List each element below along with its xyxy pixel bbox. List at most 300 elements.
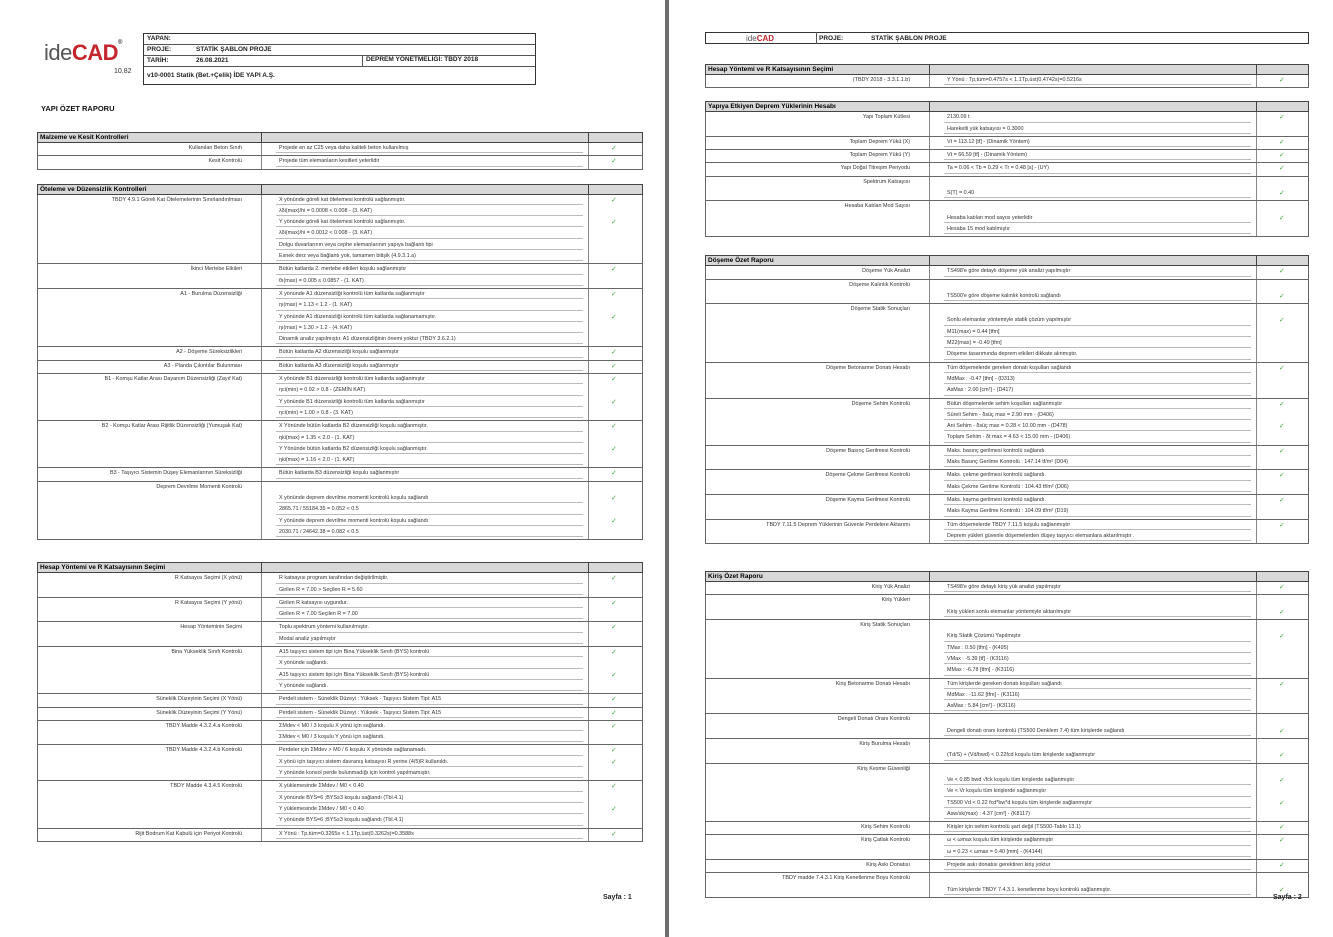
result-underline: [944, 395, 1251, 396]
report-line: [706, 280, 1308, 291]
report-section: [37, 132, 643, 170]
check-icon: ✓: [1279, 292, 1285, 300]
section-header-divider: [588, 184, 589, 195]
report-line: [38, 634, 642, 645]
section-header: [705, 571, 1309, 582]
check-label: Spektrum Katsayısı: [863, 178, 910, 185]
check-icon: ✓: [1279, 400, 1285, 408]
result-underline: [276, 643, 583, 644]
check-result-text: 2865.71 / 55184.35 = 0.052 < 0.5: [279, 506, 359, 513]
report-line: [706, 163, 1308, 174]
check-result-text: ΣMdev < M0 / 3 koşulu Y yönü için sağlandı.: [279, 734, 385, 741]
report-line: [38, 504, 642, 515]
check-label: TBDY 4.9.1 Göreli Kat Ötelemelerinin Sınırlandırılması: [111, 196, 242, 203]
check-group: [705, 860, 1309, 873]
result-underline: [944, 222, 1251, 223]
report-line: [706, 631, 1308, 642]
result-underline: [276, 274, 583, 275]
check-icon: ✓: [611, 313, 617, 321]
proje-label: PROJE:: [147, 46, 172, 53]
check-group: [705, 446, 1309, 471]
check-result-text: ηı(max) = 1.13 < 1.2 - (1. KAT): [279, 302, 352, 309]
result-underline: [276, 249, 583, 250]
check-result-text: ηki(max) = 1.35 < 2.0 - (1. KAT): [279, 434, 355, 441]
result-underline: [944, 784, 1251, 785]
check-icon: ✓: [611, 158, 617, 166]
check-label: B2 - Komşu Katlar Arası Rijitlik Düzensizliği (Yumuşak Kat): [101, 423, 242, 430]
check-label: Döşeme Yük Analizi: [862, 268, 910, 275]
check-result-text: R katsayısı program tarafından değiştirilmiştir.: [279, 575, 389, 582]
section-header: [705, 255, 1309, 266]
report-header-2: [705, 32, 1309, 44]
check-icon: ✓: [1279, 727, 1285, 735]
report-title: YAPI ÖZET RAPORU: [41, 104, 115, 113]
result-underline: [944, 84, 1251, 85]
result-underline: [276, 406, 583, 407]
check-label: Süneklik Düzeyinin Seçimi (Y Yönü): [156, 709, 242, 716]
report-line: [706, 482, 1308, 493]
check-group: [705, 714, 1309, 739]
page-number-1: Sayfa : 1: [603, 894, 632, 901]
section-header-divider: [261, 132, 262, 143]
result-underline: [276, 618, 583, 619]
result-underline: [944, 735, 1251, 736]
check-group: [37, 264, 643, 289]
check-label: Deprem Devrilme Momenti Kontrolü: [156, 483, 242, 490]
report-line: [38, 694, 642, 705]
check-label: B3 - Taşıyıcı Sistemin Düşey Elemanlarının Süreksizliği: [109, 470, 242, 477]
report-line: [38, 195, 642, 206]
result-underline: [944, 641, 1251, 642]
result-underline: [944, 276, 1251, 277]
tarih-label: TARİH:: [147, 57, 169, 64]
section-header-divider: [1256, 255, 1257, 266]
check-group: [37, 195, 643, 265]
check-result-text: Y Yönünde bütün katlarda B2 düzensizliği koşulu sağlanmıştır.: [279, 445, 428, 452]
report-line: [38, 217, 642, 228]
check-result-text: Vt = 66.59 [tf] - (Dinamik Yöntem): [947, 152, 1028, 159]
result-underline: [944, 359, 1251, 360]
report-line: [38, 240, 642, 251]
report-line: [706, 457, 1308, 468]
report-line: [38, 622, 642, 633]
report-line: [706, 188, 1308, 199]
check-result-text: Sonlu elemanlar yöntemiyle statik çözüm yapılmıştır: [947, 317, 1072, 324]
deprem-yonetmeligi: DEPREM YÖNETMELİĞİ: TBDY 2018: [362, 55, 478, 66]
section-header-divider: [929, 64, 930, 75]
check-label: Hesaba Katılan Mod Sayısı: [844, 203, 910, 210]
check-result-text: Ve < Vr koşulu tüm kirişlerde sağlanmıştır: [947, 788, 1047, 795]
result-underline: [276, 442, 583, 443]
check-group: [705, 112, 1309, 137]
result-underline: [944, 760, 1251, 761]
logo-version: 10.82: [114, 68, 132, 75]
report-section: [705, 571, 1309, 898]
check-result-text: M22(max) = -0.49 [tfm]: [947, 340, 1002, 347]
result-underline: [276, 152, 583, 153]
report-line: [706, 349, 1308, 360]
report-line: [38, 793, 642, 804]
check-icon: ✓: [611, 196, 617, 204]
check-group: [37, 598, 643, 623]
check-icon: ✓: [611, 517, 617, 525]
result-underline: [944, 856, 1251, 857]
check-icon: ✓: [1279, 268, 1285, 276]
check-result-text: λδi(max)/hi = 0.0008 < 0.008 - (3. KAT): [279, 207, 373, 214]
result-underline: [276, 310, 583, 311]
report-line: [706, 607, 1308, 618]
check-result-text: X yönünde BYS=6 ;BYS≥3 koşulu sağlandı (Tbl.4.1): [279, 794, 404, 801]
check-result-text: X yönünde sağlandı.: [279, 660, 329, 667]
check-icon: ✓: [1279, 152, 1285, 160]
check-icon: ✓: [611, 805, 617, 813]
check-result-text: Dolgu duvarlarının veya cephe elemanlarının yapıya bağlantı tipi: [279, 241, 433, 248]
check-result-text: Maks. basınç gerilmesi kontrolü sağlandı.: [947, 447, 1046, 454]
result-underline: [276, 583, 583, 584]
check-result-text: Bütün katlarda A3 düzensizliği koşulu sağlanmıştır: [279, 362, 399, 369]
check-icon: ✓: [1279, 633, 1285, 641]
check-icon: ✓: [1279, 447, 1285, 455]
check-icon: ✓: [1279, 680, 1285, 688]
result-underline: [944, 894, 1251, 895]
check-group: [37, 573, 643, 598]
check-icon: ✓: [611, 423, 617, 431]
check-group: [705, 163, 1309, 176]
report-line: [38, 829, 642, 840]
report-line: [706, 643, 1308, 654]
report-line: [38, 585, 642, 596]
check-group: [37, 374, 643, 421]
check-group: [37, 694, 643, 707]
check-group: [705, 822, 1309, 835]
check-group: [37, 721, 643, 746]
report-line: [706, 470, 1308, 481]
report-line: [706, 690, 1308, 701]
section-header: [37, 132, 643, 143]
check-icon: ✓: [1279, 862, 1285, 870]
result-underline: [276, 766, 583, 767]
check-group: [37, 347, 643, 360]
report-line: [706, 506, 1308, 517]
report-line: [706, 291, 1308, 302]
check-group: [37, 289, 643, 348]
logo-cad-text: CAD: [71, 40, 119, 65]
result-underline: [944, 408, 1251, 409]
report-line: [38, 527, 642, 538]
check-icon: ✓: [611, 599, 617, 607]
check-result-text: Dinamik analiz yapılmıştır. A1 düzensizliğinin önemi yoktur (TBDY 3.6.2.1): [279, 336, 456, 343]
section-header: [37, 184, 643, 195]
result-underline: [276, 755, 583, 756]
check-result-text: X yönünde deprem devrilme momenti kontrolü koşulu sağlandı: [279, 495, 429, 502]
report-line: [38, 156, 642, 167]
check-icon: ✓: [1279, 472, 1285, 480]
result-underline: [276, 238, 583, 239]
check-icon: ✓: [1279, 799, 1285, 807]
check-result-text: X yönü için taşıyıcı sistem davranış katsayısı R yerine (4/5)R kullanıldı.: [279, 758, 449, 765]
check-icon: ✓: [611, 696, 617, 704]
result-underline: [944, 480, 1251, 481]
check-icon: ✓: [1279, 752, 1285, 760]
result-underline: [944, 455, 1251, 456]
check-label: Kiriş Burulma Hesabı: [859, 741, 910, 748]
section-title: Kiriş Özet Raporu: [708, 573, 763, 581]
check-label: Yapı Toplam Kütlesi: [862, 114, 910, 121]
check-result-text: Ve < 0.85 bwd √fck koşulu tüm kirişlerde sağlanmıştır: [947, 776, 1075, 783]
check-group: [37, 421, 643, 468]
check-result-text: λδi(max)/hi = 0.0012 < 0.008 - (3. KAT): [279, 230, 373, 237]
result-underline: [276, 791, 583, 792]
report-line: [706, 654, 1308, 665]
check-result-text: TMax : 0.50 [tfm] - (K495): [947, 644, 1009, 651]
check-result-text: MMax : -6.78 [tfm] - (K3116): [947, 667, 1015, 674]
check-result-text: Girilen R = 7.00 Seçilen R = 7.00: [279, 611, 358, 618]
report-section: [705, 64, 1309, 88]
check-result-text: Y yönünde konsol perde bulunmadığı için kontrol yapılmamıştır.: [279, 770, 431, 777]
result-underline: [944, 807, 1251, 808]
report-line: [706, 374, 1308, 385]
check-result-text: ηci(min) = 1.00 > 0.8 - (3. KAT): [279, 409, 353, 416]
report-line: [38, 670, 642, 681]
check-label: R Katsayısı Seçimi (X yönü): [174, 575, 242, 582]
result-underline: [944, 233, 1251, 234]
check-result-text: Y yönünde deprem devrilme momenti kontrolü koşulu sağlandı: [279, 517, 429, 524]
result-underline: [944, 675, 1251, 676]
result-underline: [276, 802, 583, 803]
check-icon: ✓: [611, 747, 617, 755]
report-line: [38, 804, 642, 815]
check-label: A3 - Planda Çıkıntılar Bulunması: [163, 362, 242, 369]
section-header-divider: [588, 562, 589, 573]
report-line: [38, 444, 642, 455]
result-underline: [944, 300, 1251, 301]
check-icon: ✓: [611, 349, 617, 357]
report-line: [706, 150, 1308, 161]
report-line: [38, 323, 642, 334]
result-underline: [276, 298, 583, 299]
check-label: Kiriş Yük Analizi: [871, 584, 910, 591]
check-icon: ✓: [611, 575, 617, 583]
report-line: [706, 665, 1308, 676]
check-icon: ✓: [611, 709, 617, 717]
check-result-text: 2130.09 t: [947, 114, 970, 121]
header-tarih: [144, 56, 535, 67]
report-line: [38, 433, 642, 444]
result-underline: [276, 204, 583, 205]
header-yapan: [144, 34, 535, 45]
check-result-text: Esnek derz veya bağlantı yok, tamamen bitişik (4.9.3.1.a): [279, 253, 416, 260]
report-line: [706, 432, 1308, 443]
report-line: [38, 609, 642, 620]
header-firm: v10-0001 Statik (Bet.+Çelik) İDE YAPI A.Ş.: [147, 72, 275, 79]
report-line: [38, 493, 642, 504]
check-label: Kiriş Betonarme Donatı Hesabı: [835, 680, 910, 687]
check-group: [705, 75, 1309, 88]
report-section: [705, 255, 1309, 544]
logo-ide-text: ide: [44, 40, 72, 65]
report-line: [706, 177, 1308, 188]
report-line: [38, 385, 642, 396]
check-result-text: 2030.71 / 24642.38 = 0.082 < 0.5: [279, 528, 359, 535]
result-underline: [276, 656, 583, 657]
check-result-text: Tüm kirişlerde gereken donatı koşulları sağlandı: [947, 680, 1062, 687]
result-underline: [276, 343, 583, 344]
result-underline: [276, 226, 583, 227]
report-line: [706, 582, 1308, 593]
check-label: Kullanılan Beton Sınıfı: [188, 145, 242, 151]
check-label: TBDY 7.11.5 Deprem Yüklerinin Güvenle Perdelere Aktarımı: [766, 521, 910, 528]
check-icon: ✓: [1279, 114, 1285, 122]
check-result-text: X Yönünde bütün katlarda B2 düzensizliği koşulu sağlanmıştır.: [279, 423, 428, 430]
report-line: [38, 228, 642, 239]
report-line: [38, 289, 642, 300]
report-line: [38, 681, 642, 692]
report-line: [706, 315, 1308, 326]
check-result-text: X yüklemesinde ΣMdev / M0 < 0.40: [279, 783, 364, 790]
result-underline: [944, 796, 1251, 797]
result-underline: [276, 717, 583, 718]
check-result-text: θı(max) = 0.005 ≤ 0.0857 - (1. KAT): [279, 277, 364, 284]
report-line: [706, 495, 1308, 506]
report-line: [706, 873, 1308, 884]
result-underline: [944, 372, 1251, 373]
result-underline: [944, 491, 1251, 492]
check-icon: ✓: [1279, 423, 1285, 431]
report-line: [38, 300, 642, 311]
check-group: [705, 495, 1309, 520]
result-underline: [944, 699, 1251, 700]
check-result-text: Toplu spektrum yöntemi kullanılmıştır.: [279, 624, 369, 631]
report-page-1: [0, 0, 665, 937]
check-group: [705, 363, 1309, 399]
check-result-text: Y yönünde BYS=6 ;BYS≥3 koşulu sağlandı (Tbl.4.1): [279, 817, 404, 824]
result-underline: [276, 668, 583, 669]
report-header: [143, 33, 536, 85]
report-line: [706, 714, 1308, 725]
check-result-text: Asw/sk(max) : 4.37 [cm²] - (K8117): [947, 810, 1030, 817]
check-label: Toplam Deprem Yükü (Y): [849, 152, 910, 159]
check-result-text: Y yönünde B1 düzensizliği kontrolü tüm katlarda sağlanmıştır: [279, 398, 425, 405]
result-underline: [944, 845, 1251, 846]
check-icon: ✓: [1279, 496, 1285, 504]
check-icon: ✓: [611, 783, 617, 791]
check-result-text: Ta = 0.06 < Tb = 0.29 < Tr = 0.48 [s] - (UY): [947, 165, 1049, 172]
check-result-text: TS500 Vd < 0.22 fcd*bw*d koşulu tüm kirişlerde sağlanmıştır: [947, 799, 1092, 806]
report-line: [706, 764, 1308, 775]
check-result-text: Maks Çekme Gerilme Kontrolü : 104.43 tf/m² (D06): [947, 483, 1069, 490]
result-underline: [276, 395, 583, 396]
check-result-text: ω < ωmax koşulu tüm kirişlerde sağlanmıştır: [947, 837, 1054, 844]
result-underline: [276, 594, 583, 595]
check-result-text: Deprem yükleri güvenle döşemelerden düşey taşıyıcı elemanlara aktarılmıştır .: [947, 532, 1135, 539]
check-result-text: VMax : -5.39 [tf] - (K3116): [947, 655, 1009, 662]
check-label: İkinci Mertebe Etkileri: [190, 266, 242, 273]
check-result-text: (Td/S) + (Vd/bwd) < 0.22fcd koşulu tüm kirişlerde sağlanmıştır: [947, 752, 1096, 759]
check-icon: ✓: [1279, 165, 1285, 173]
report-section: [705, 101, 1309, 237]
result-underline: [276, 370, 583, 371]
check-group: [705, 266, 1309, 279]
result-underline: [276, 536, 583, 537]
result-underline: [944, 869, 1251, 870]
report-line: [38, 732, 642, 743]
section-title: Yapıya Etkiyen Deprem Yüklerinin Hesabı: [708, 103, 836, 111]
check-result-text: Y yönünde göreli kat ötelemesi kontrolü sağlanmıştır.: [279, 219, 406, 226]
report-line: [706, 620, 1308, 631]
check-label: Döşeme Kalınlık Kontrolü: [849, 281, 910, 288]
report-line: [706, 822, 1308, 833]
report-line: [706, 201, 1308, 212]
check-result-text: S(T) = 0.40: [947, 190, 975, 197]
result-underline: [276, 632, 583, 633]
result-underline: [276, 813, 583, 814]
check-icon: ✓: [611, 219, 617, 227]
result-underline: [944, 818, 1251, 819]
check-icon: ✓: [1279, 584, 1285, 592]
check-group: [705, 150, 1309, 163]
section-title: Hesap Yöntemi ve R Katsayısının Seçimi: [708, 66, 834, 73]
check-label: Dengeli Donatı Oranı Kontrolü: [837, 716, 910, 723]
check-result-text: ηci(min) = 0.92 > 0.8 - (ZEMİN KAT): [279, 387, 366, 394]
report-line: [706, 809, 1308, 820]
result-underline: [944, 146, 1251, 147]
report-line: [38, 397, 642, 408]
result-underline: [944, 325, 1251, 326]
report-line: [706, 701, 1308, 712]
check-result-text: Maks Kayma Gerilme Kontrolü : 104.09 tf/m² (D19): [947, 508, 1069, 515]
section-header: [37, 562, 643, 573]
check-result-text: AsMax : 5.84 [cm²] - (K3116): [947, 703, 1016, 710]
result-underline: [276, 525, 583, 526]
check-group: [37, 708, 643, 721]
check-label: A1 - Burulma Düzensizliği: [180, 290, 242, 297]
report-line: [706, 786, 1308, 797]
check-result-text: Y Yönü : Tp,tüm=0.4757s < 1.1Tp,üst(0.4742s)=0.5216s: [947, 77, 1082, 83]
check-result-text: Perdeli sistem - Süneklik Düzeyi : Yüksek - Taşıyıcı Sistem Tipi: A15: [279, 696, 442, 703]
check-group: [37, 829, 643, 842]
check-group: [705, 620, 1309, 679]
result-underline: [276, 607, 583, 608]
result-underline: [944, 197, 1251, 198]
check-group: [37, 482, 643, 541]
result-underline: [276, 690, 583, 691]
report-line: [38, 251, 642, 262]
check-group: [705, 201, 1309, 237]
report-line: [38, 468, 642, 479]
report-line: [706, 775, 1308, 786]
report-line: [706, 304, 1308, 315]
check-result-text: ηı(max) = 1.30 > 1.2 - (4. KAT): [279, 324, 352, 331]
check-result-text: Tüm döşemelerde gereken donatı koşulları sağlandı: [947, 364, 1072, 371]
check-result-text: Y yüklemesinde ΣMdev / M0 < 0.40: [279, 805, 364, 812]
check-group: [705, 280, 1309, 305]
result-underline: [276, 357, 583, 358]
report-line: [38, 658, 642, 669]
report-line: [38, 781, 642, 792]
result-underline: [944, 430, 1251, 431]
check-label: TBDY madde 7.4.3.1 Kiriş Kenetlenme Boyu Kontrolü: [782, 875, 910, 882]
section-header: [705, 101, 1309, 112]
check-result-text: Bütün katlarda B3 düzensizliği koşulu sağlanmıştır: [279, 470, 400, 477]
report-line: [706, 798, 1308, 809]
report-line: [38, 768, 642, 779]
section-header-divider: [1256, 64, 1257, 75]
check-result-text: Kiriş yükleri sonlu elemanlar yöntemiyle aktarılmıştır: [947, 608, 1072, 615]
section-header-divider: [588, 132, 589, 143]
report-line: [38, 421, 642, 432]
check-group: [705, 137, 1309, 150]
check-group: [705, 520, 1309, 545]
